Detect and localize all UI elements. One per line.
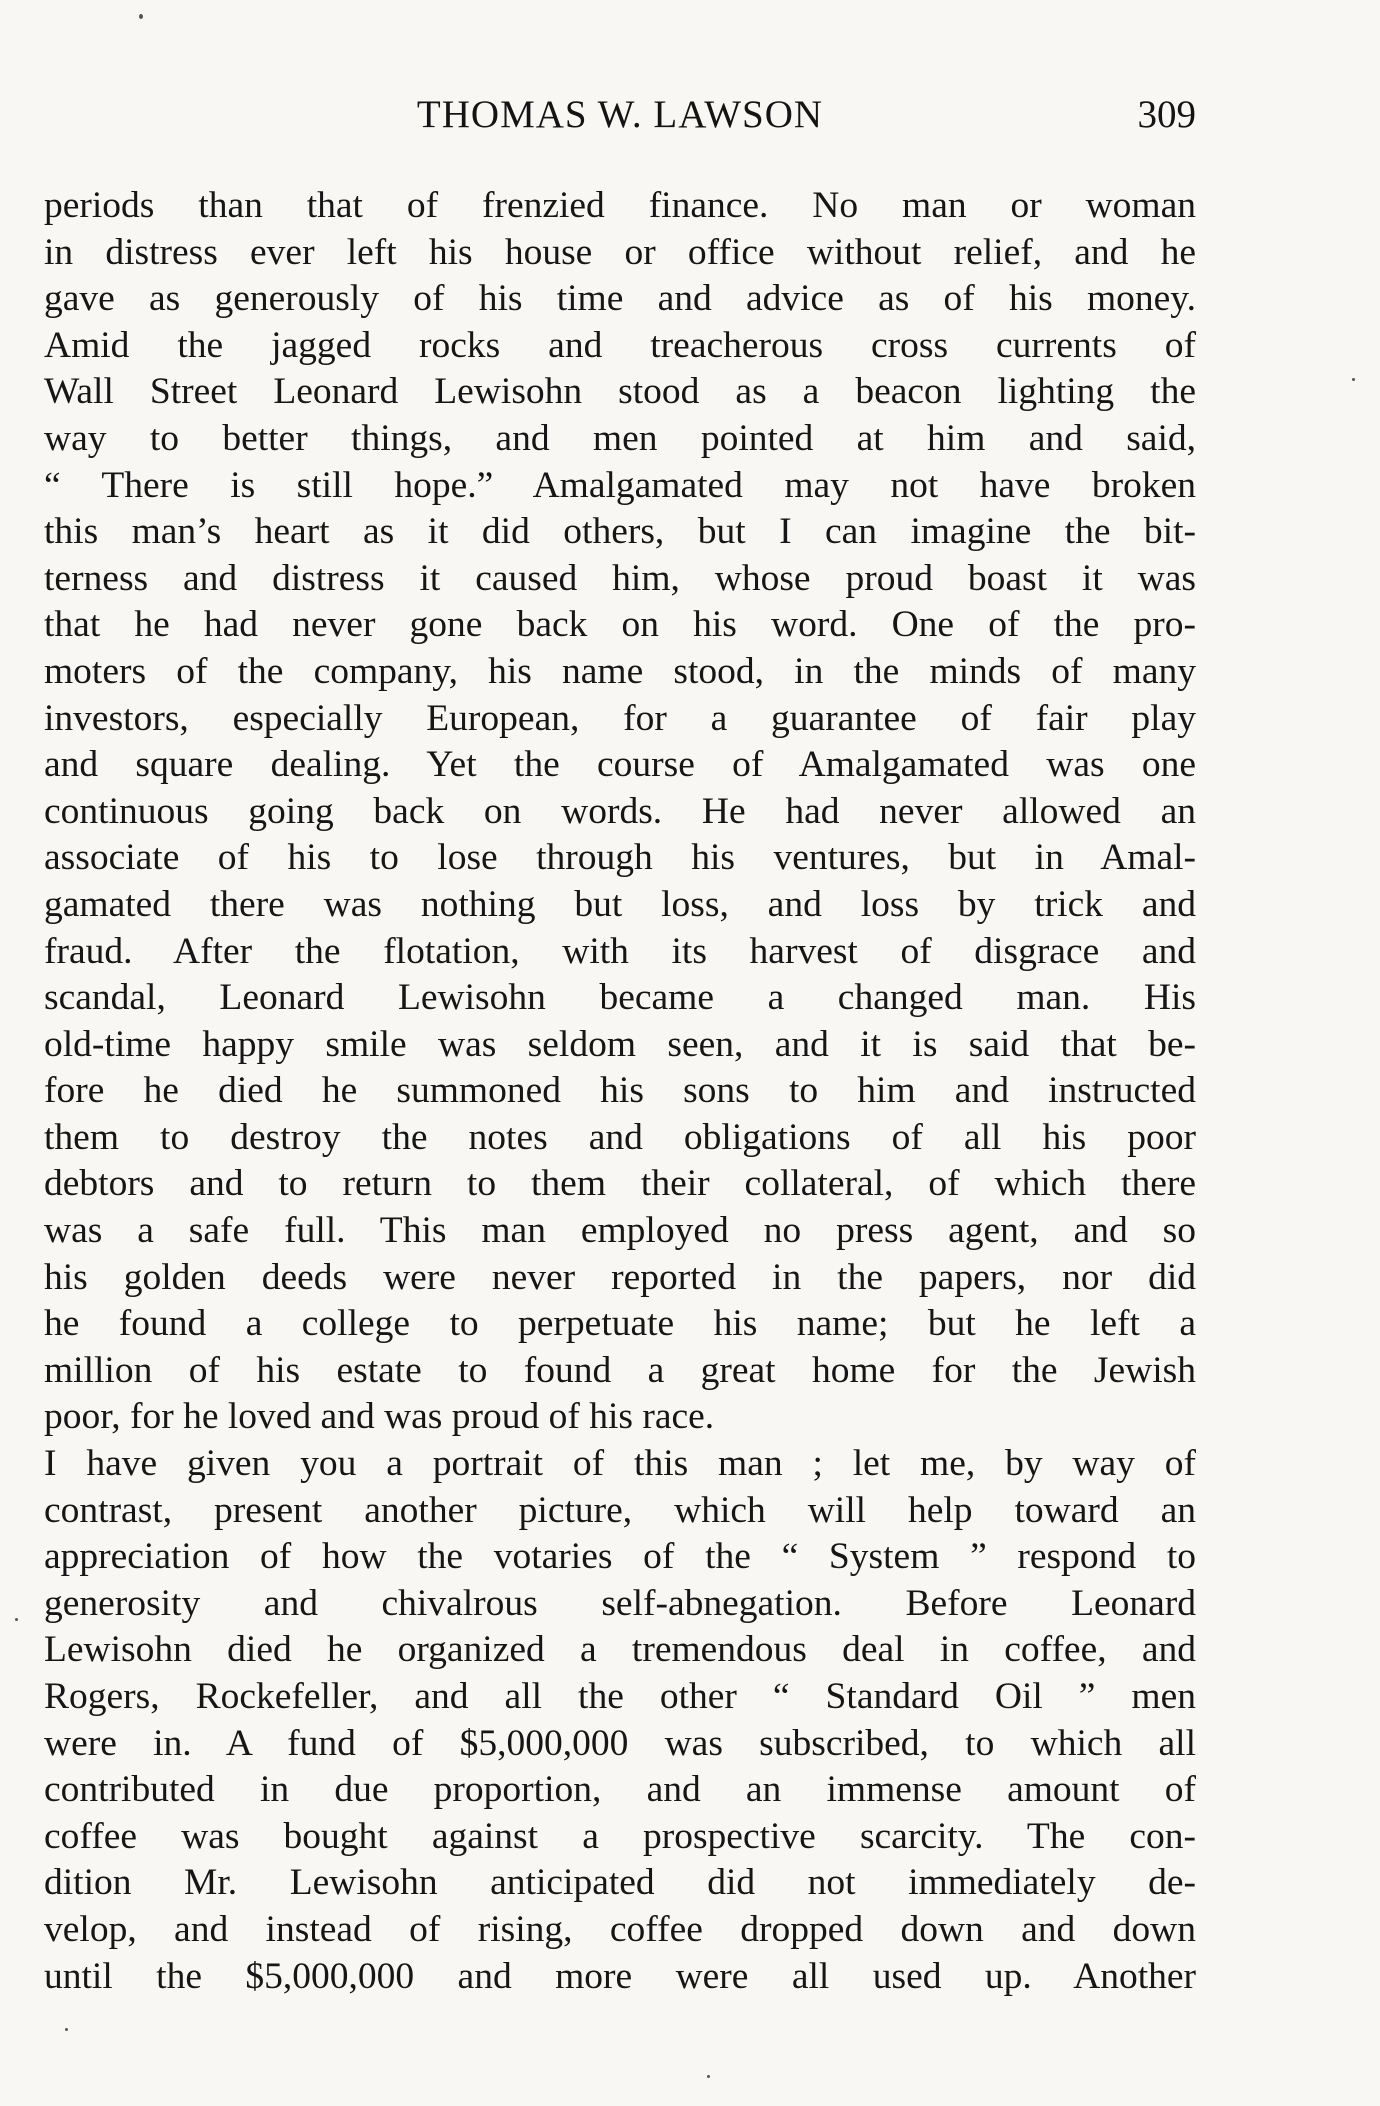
text-line: old-time happy smile was seldom seen, and it is said that be- [44, 1023, 1196, 1065]
text-line: Rogers, Rockefeller, and all the other “ Standard Oil ” men [44, 1676, 1196, 1717]
text-line: he found a college to perpetuate his name; but he left a [44, 1303, 1196, 1345]
text-line: “ There is still hope.” Amalgamated may not have broken [44, 464, 1196, 506]
text-line: gave as generously of his time and advice as of his money. [44, 278, 1196, 320]
text-line: and square dealing. Yet the course of Amalgamated was one [44, 744, 1196, 786]
text-line: contributed in due proportion, and an immense amount of [44, 1769, 1196, 1811]
text-line: velop, and instead of rising, coffee dropped down and down [44, 1908, 1196, 1950]
text-line: I have given you a portrait of this man ; let me, by way of [44, 1443, 1196, 1485]
print-speck [15, 1618, 18, 1621]
text-line: this man’s heart as it did others, but I can imagine the bit- [44, 511, 1196, 553]
text-line: coffee was bought against a prospective scarcity. The con- [44, 1815, 1196, 1857]
text-line: that he had never gone back on his word. One of the pro- [44, 604, 1196, 646]
print-speck [65, 2028, 68, 2031]
text-line: appreciation of how the votaries of the “ System ” respond to [44, 1536, 1196, 1578]
text-line: poor, for he loved and was proud of his race. [44, 1396, 715, 1438]
text-line: Lewisohn died he organized a tremendous deal in coffee, and [44, 1629, 1196, 1671]
print-speck [707, 2075, 710, 2078]
text-line: until the $5,000,000 and more were all used up. Another [44, 1955, 1196, 1997]
text-line: dition Mr. Lewisohn anticipated did not immediately de- [44, 1862, 1196, 1904]
text-line: investors, especially European, for a guarantee of fair play [44, 697, 1196, 739]
text-line: periods than that of frenzied finance. No man or woman [44, 185, 1196, 226]
text-line: scandal, Leonard Lewisohn became a changed man. His [44, 977, 1196, 1019]
text-line: fore he died he summoned his sons to him and instructed [44, 1070, 1196, 1112]
text-line: continuous going back on words. He had never allowed an [44, 790, 1196, 832]
text-line: them to destroy the notes and obligations of all his poor [44, 1116, 1196, 1158]
text-line: fraud. After the flotation, with its harvest of disgrace and [44, 930, 1196, 972]
text-line: associate of his to lose through his ventures, but in Amal- [44, 837, 1196, 879]
running-head: THOMAS W. LAWSON [416, 93, 824, 136]
text-line: way to better things, and men pointed at him and said, [44, 417, 1196, 459]
print-speck [139, 14, 143, 19]
text-line: terness and distress it caused him, whose proud boast it was [44, 557, 1196, 599]
text-line: contrast, present another picture, which will help toward an [44, 1489, 1196, 1531]
text-line: Amid the jagged rocks and treacherous cross currents of [44, 324, 1196, 366]
text-line: debtors and to return to them their collateral, of which there [44, 1163, 1196, 1205]
text-line: moters of the company, his name stood, in the minds of many [44, 650, 1196, 692]
text-line: generosity and chivalrous self-abnegation. Before Leonard [44, 1582, 1196, 1624]
text-line: Wall Street Leonard Lewisohn stood as a beacon lighting the [44, 371, 1196, 413]
body-text [44, 183, 1196, 2000]
text-line: in distress ever left his house or office without relief, and he [44, 231, 1196, 273]
text-line: million of his estate to found a great home for the Jewish [44, 1349, 1196, 1391]
page-number: 309 [1137, 93, 1196, 136]
text-line: gamated there was nothing but loss, and loss by trick and [44, 883, 1196, 925]
print-speck [1352, 378, 1355, 381]
text-line: was a safe full. This man employed no press agent, and so [44, 1210, 1196, 1252]
text-line: were in. A fund of $5,000,000 was subscribed, to which all [44, 1722, 1196, 1764]
text-line: his golden deeds were never reported in the papers, nor did [44, 1256, 1196, 1298]
page-header [44, 92, 1196, 150]
